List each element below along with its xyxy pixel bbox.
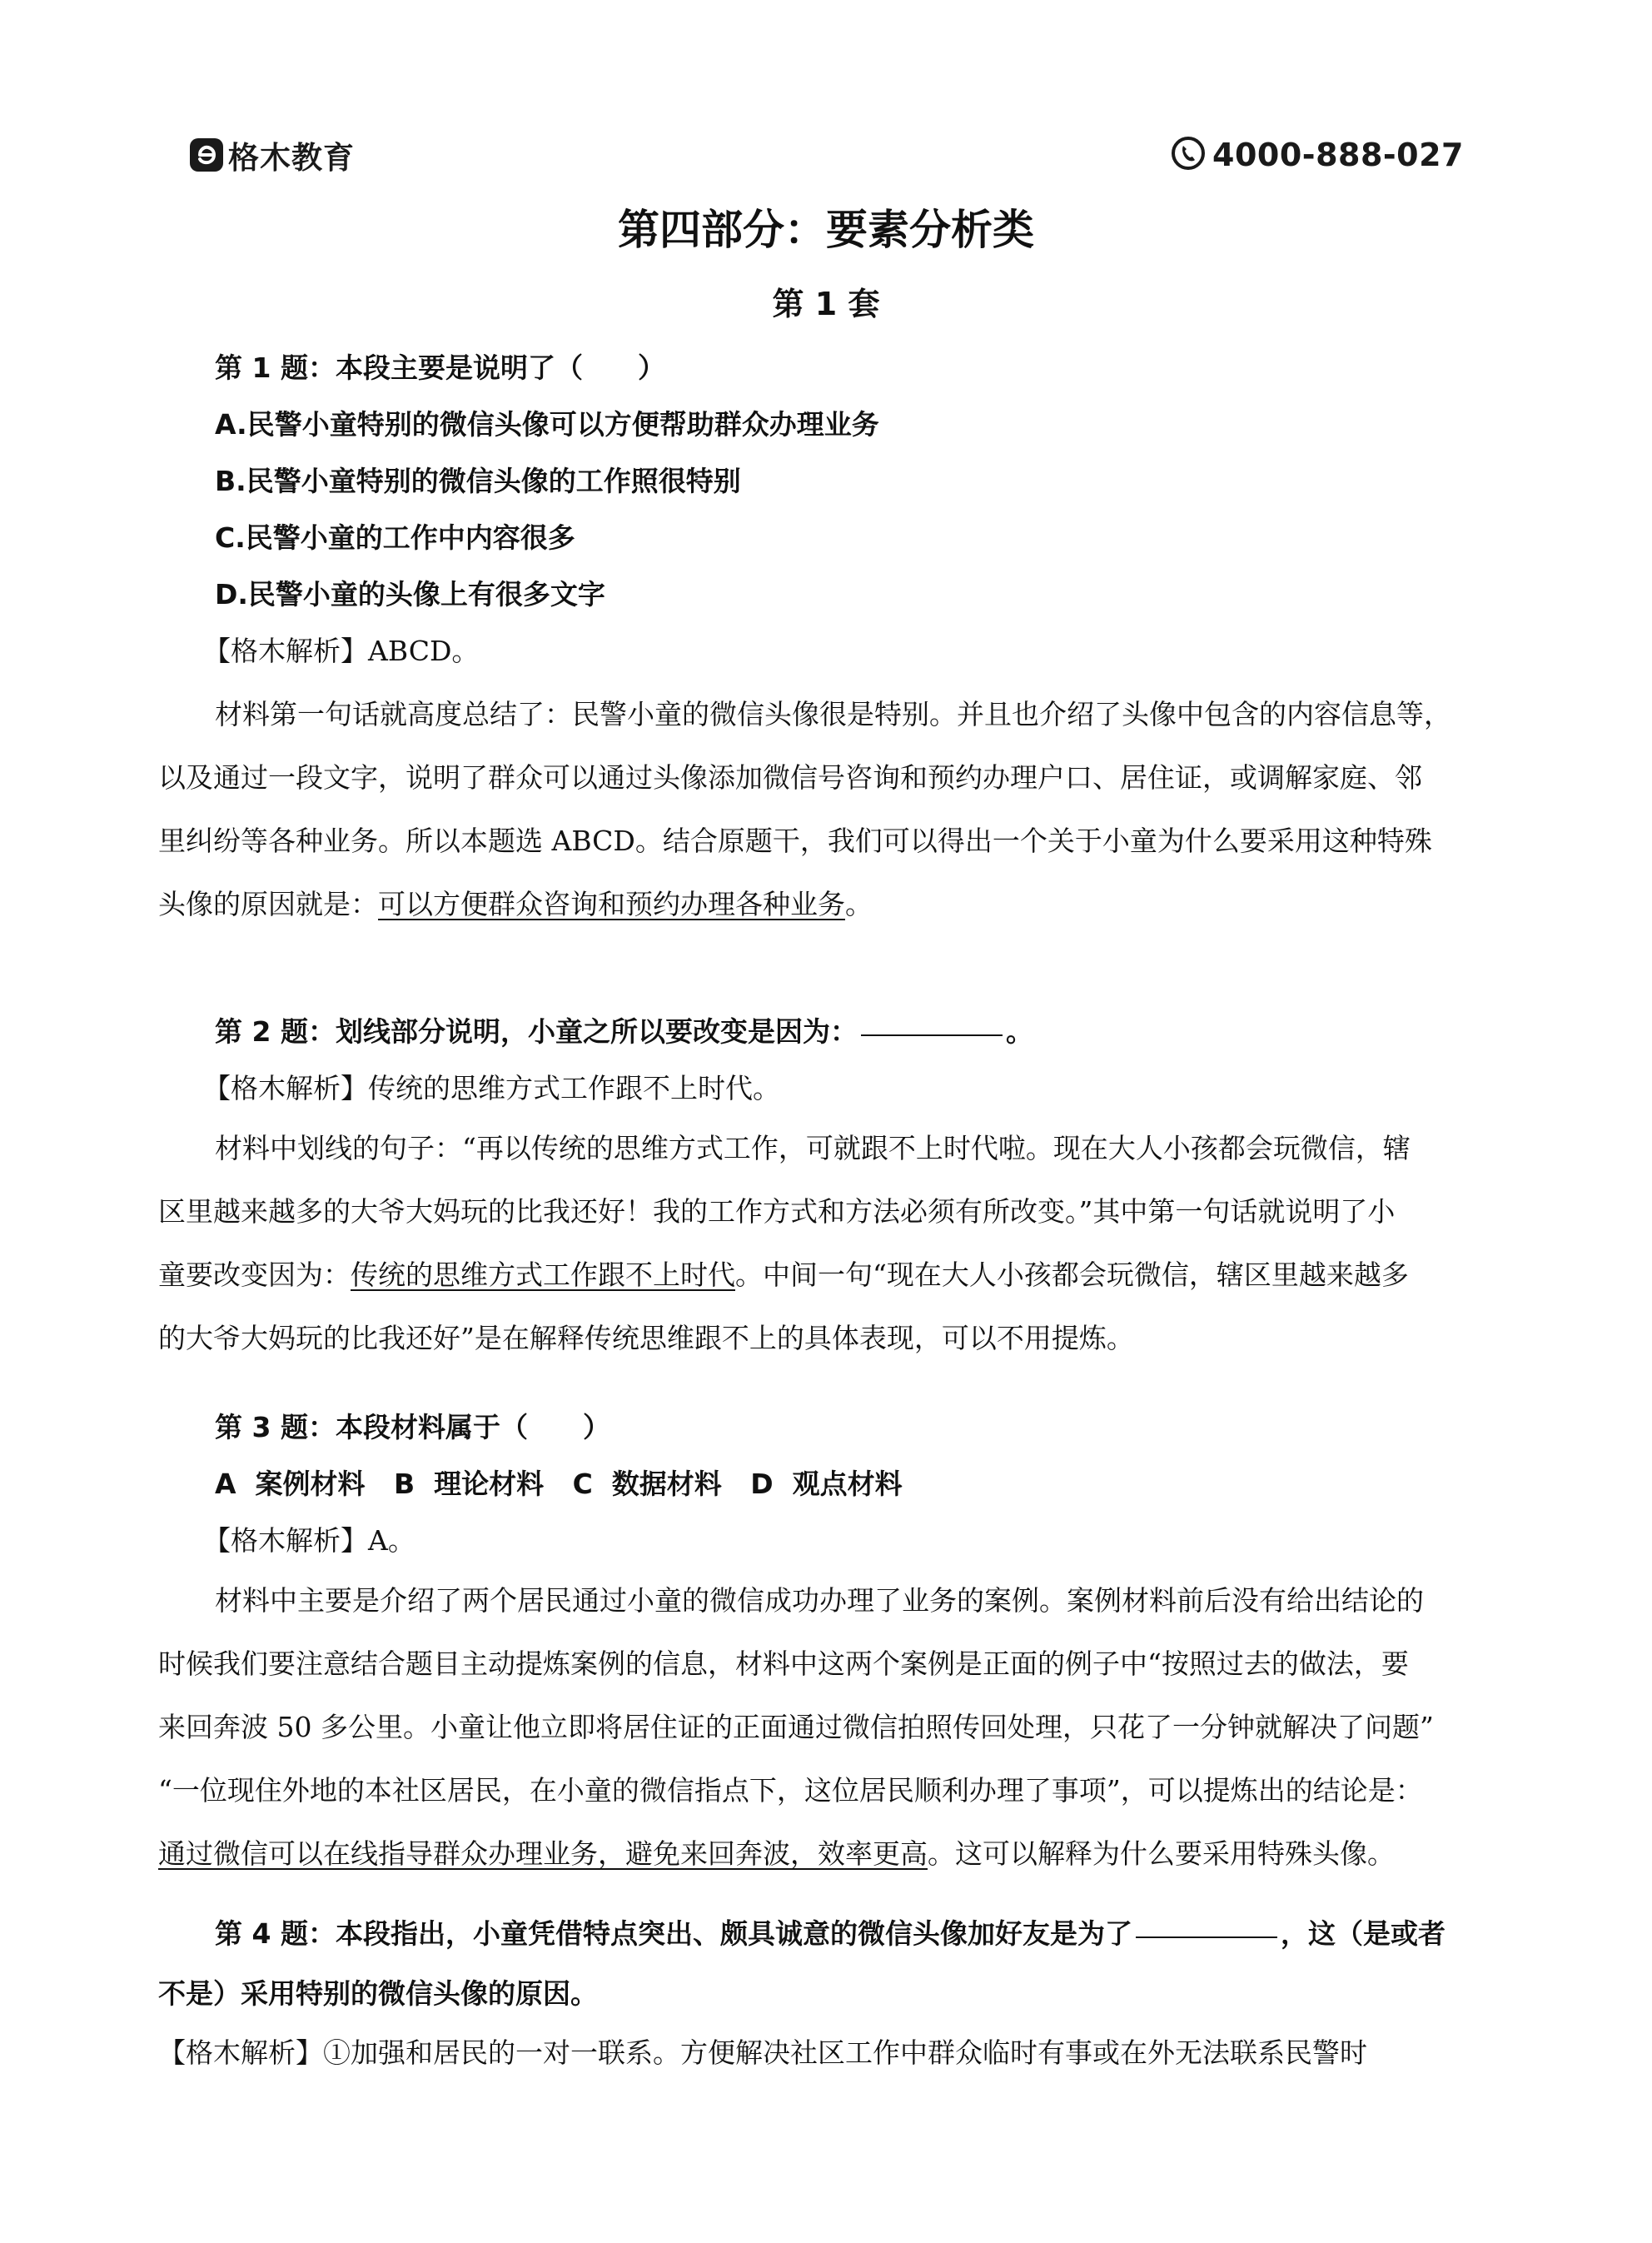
question-3-options: A 案例材料 B 理论材料 C 数据材料 D 观点材料 [215, 1468, 903, 1500]
question-4 [158, 1904, 1494, 2082]
question-3-explanation [158, 1569, 1494, 1886]
question-2-stem [158, 1004, 1494, 1060]
answer-blank [861, 1034, 1003, 1036]
hotline [1171, 132, 1464, 178]
set-title: 第 1 套 [772, 286, 880, 322]
question-4-answer: 【格木解析】①加强和居民的一对一联系。方便解决社区工作中群众临时有事或在外无法联系民警时 [158, 2036, 1367, 2069]
explanation-line: 来回奔波 50 多公里。小童让他立即将居住证的正面通过微信拍照传回处理，只花了一分钟就解决了问题” [158, 1711, 1434, 1743]
explanation-text: 。中间一句“现在大人小孩都会玩微信，辖区里越来越多 [735, 1259, 1409, 1291]
explanation-line: 材料中主要是介绍了两个居民通过小童的微信成功办理了业务的案例。案例材料前后没有给出结论的 [215, 1584, 1424, 1617]
explanation-text: 。这可以解释为什么要采用特殊头像。 [928, 1837, 1395, 1870]
explanation-line: 时候我们要注意结合题目主动提炼案例的信息，材料中这两个案例是正面的例子中“按照过去的做法，要 [158, 1647, 1409, 1680]
question-2-answer: 【格木解析】传统的思维方式工作跟不上时代。 [203, 1072, 780, 1104]
explanation-line: 材料第一句话就高度总结了：民警小童的微信头像很是特别。并且也介绍了头像中包含的内容信息等， [215, 698, 1451, 730]
question-1-stem: 第 1 题：本段主要是说明了（ ） [215, 351, 665, 384]
question-4-stem-text: 第 4 题：本段指出，小童凭借特点突出、颇具诚意的微信头像加好友是为了 [215, 1917, 1132, 1950]
explanation-line: 区里越来越多的大爷大妈玩的比我还好！我的工作方式和方法必须有所改变。”其中第一句话就说明了小 [158, 1195, 1396, 1228]
question-4-stem [158, 1904, 1494, 1964]
page-header [190, 132, 1464, 178]
explanation-line: 材料中划线的句子：“再以传统的思维方式工作，可就跟不上时代啦。现在大人小孩都会玩微信，辖 [215, 1132, 1411, 1164]
question-1-option-a: A.民警小童特别的微信头像可以方便帮助群众办理业务 [215, 408, 879, 441]
question-1-option-b: B.民警小童特别的微信头像的工作照很特别 [215, 465, 741, 497]
question-1 [158, 340, 1494, 936]
question-2-explanation [158, 1117, 1494, 1370]
explanation-line: 的大爷大妈玩的比我还好”是在解释传统思维跟不上的具体表现，可以不用提炼。 [158, 1322, 1134, 1354]
question-2-stem-end: 。 [1005, 1015, 1033, 1048]
phone-number: 4000-888-027 [1212, 137, 1464, 173]
question-3-answer: 【格木解析】A。 [203, 1524, 415, 1557]
question-2 [158, 1004, 1494, 1370]
brand-name: 格木教育 [228, 140, 355, 176]
phone-icon [1171, 136, 1206, 174]
question-4-stem-text: ，这（是或者 [1280, 1917, 1446, 1950]
explanation-text: 。 [845, 888, 873, 920]
question-1-explanation [158, 683, 1494, 936]
brand-logo [190, 132, 355, 178]
underlined-conclusion: 传统的思维方式工作跟不上时代 [351, 1259, 735, 1291]
question-3-stem: 第 3 题：本段材料属于（ ） [215, 1411, 610, 1443]
question-1-option-c: C.民警小童的工作中内容很多 [215, 521, 575, 554]
explanation-text: 童要改变因为： [158, 1259, 351, 1291]
explanation-line: “一位现住外地的本社区居民，在小童的微信指点下，这位居民顺利办理了事项”，可以提炼出的结论是： [158, 1774, 1423, 1807]
question-2-stem-text: 第 2 题：划线部分说明，小童之所以要改变是因为： [215, 1015, 858, 1048]
e-logo-icon [190, 138, 223, 172]
part-title: 第四部分：要素分析类 [618, 206, 1034, 254]
underlined-conclusion: 通过微信可以在线指导群众办理业务，避免来回奔波，效率更高 [158, 1837, 928, 1870]
underlined-conclusion: 可以方便群众咨询和预约办理各种业务 [378, 888, 845, 920]
explanation-line: 里纠纷等各种业务。所以本题选 ABCD。结合原题干，我们可以得出一个关于小童为什么要采用这种特殊 [158, 825, 1432, 857]
question-3 [158, 1399, 1494, 1886]
question-1-option-d: D.民警小童的头像上有很多文字 [215, 578, 605, 611]
answer-blank [1136, 1936, 1277, 1938]
explanation-line: 以及通过一段文字，说明了群众可以通过头像添加微信号咨询和预约办理户口、居住证，或调解家庭、邻 [158, 761, 1422, 794]
explanation-text: 头像的原因就是： [158, 888, 378, 920]
question-4-stem-cont: 不是）采用特别的微信头像的原因。 [158, 1977, 598, 2010]
question-1-answer: 【格木解析】ABCD。 [203, 635, 480, 667]
